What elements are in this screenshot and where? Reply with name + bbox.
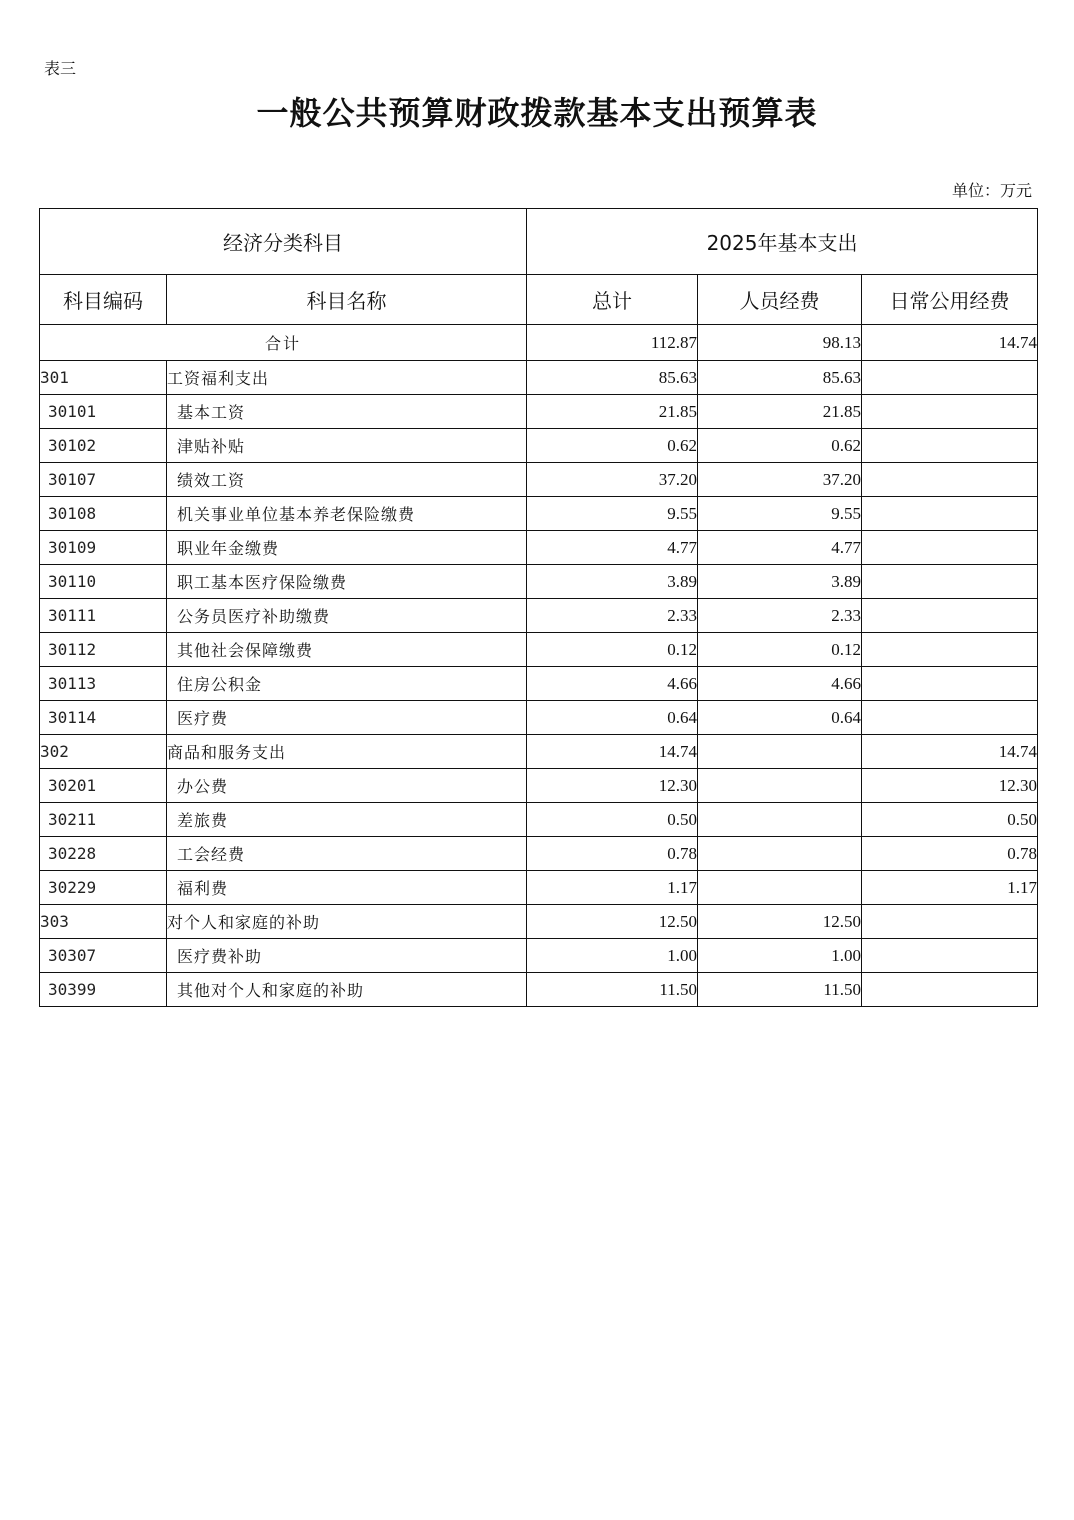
- cell-public: [862, 531, 1038, 565]
- cell-total: 0.50: [527, 803, 698, 837]
- cell-public: [862, 429, 1038, 463]
- table-row: [40, 395, 1038, 429]
- cell-public: [862, 497, 1038, 531]
- cell-code: 30111: [40, 599, 167, 633]
- cell-personnel: [698, 735, 862, 769]
- cell-code: 30101: [40, 395, 167, 429]
- cell-personnel: [698, 769, 862, 803]
- cell-personnel: 2.33: [698, 599, 862, 633]
- table-row: [40, 973, 1038, 1007]
- cell-code: 30110: [40, 565, 167, 599]
- cell-name: 绩效工资: [167, 463, 527, 497]
- cell-code: 30228: [40, 837, 167, 871]
- cell-total: 1.00: [527, 939, 698, 973]
- cell-code: 30114: [40, 701, 167, 735]
- table-row: [40, 497, 1038, 531]
- cell-personnel: 3.89: [698, 565, 862, 599]
- table-row: [40, 803, 1038, 837]
- table-row: [40, 735, 1038, 769]
- cell-personnel: 0.12: [698, 633, 862, 667]
- cell-code: 30229: [40, 871, 167, 905]
- cell-code: 303: [40, 905, 167, 939]
- cell-code: 30112: [40, 633, 167, 667]
- cell-code: 30307: [40, 939, 167, 973]
- cell-personnel: 21.85: [698, 395, 862, 429]
- total-sum: 112.87: [527, 325, 698, 361]
- column-header-personnel: 人员经费: [698, 275, 862, 325]
- page-title: 一般公共预算财政拨款基本支出预算表: [256, 94, 818, 132]
- cell-public: [862, 667, 1038, 701]
- cell-personnel: 4.77: [698, 531, 862, 565]
- table-row: [40, 531, 1038, 565]
- cell-total: 37.20: [527, 463, 698, 497]
- cell-public: [862, 565, 1038, 599]
- cell-personnel: 4.66: [698, 667, 862, 701]
- cell-personnel: 11.50: [698, 973, 862, 1007]
- cell-personnel: [698, 871, 862, 905]
- cell-code: 30201: [40, 769, 167, 803]
- table-row: [40, 667, 1038, 701]
- cell-personnel: 85.63: [698, 361, 862, 395]
- cell-code: 30399: [40, 973, 167, 1007]
- cell-name: 职工基本医疗保险缴费: [167, 565, 527, 599]
- cell-total: 3.89: [527, 565, 698, 599]
- cell-personnel: 0.64: [698, 701, 862, 735]
- cell-personnel: 1.00: [698, 939, 862, 973]
- cell-total: 12.30: [527, 769, 698, 803]
- cell-name: 其他对个人和家庭的补助: [167, 973, 527, 1007]
- cell-code: 30107: [40, 463, 167, 497]
- cell-name: 对个人和家庭的补助: [167, 905, 527, 939]
- cell-total: 0.12: [527, 633, 698, 667]
- table-row: [40, 633, 1038, 667]
- cell-total: 4.77: [527, 531, 698, 565]
- total-row: [40, 325, 1038, 361]
- cell-name: 医疗费补助: [167, 939, 527, 973]
- column-header-total: 总计: [527, 275, 698, 325]
- column-header-public: 日常公用经费: [862, 275, 1038, 325]
- cell-code: 30211: [40, 803, 167, 837]
- cell-name: 工会经费: [167, 837, 527, 871]
- cell-total: 21.85: [527, 395, 698, 429]
- table-row: [40, 871, 1038, 905]
- cell-code: 30113: [40, 667, 167, 701]
- cell-name: 商品和服务支出: [167, 735, 527, 769]
- cell-public: 0.50: [862, 803, 1038, 837]
- cell-name: 机关事业单位基本养老保险缴费: [167, 497, 527, 531]
- table-row: [40, 939, 1038, 973]
- column-header-name: 科目名称: [167, 275, 527, 325]
- cell-name: 医疗费: [167, 701, 527, 735]
- cell-public: 14.74: [862, 735, 1038, 769]
- cell-code: 30108: [40, 497, 167, 531]
- table-label: 表三: [44, 59, 77, 78]
- table-row: [40, 565, 1038, 599]
- cell-total: 85.63: [527, 361, 698, 395]
- table-body: [40, 325, 1038, 1007]
- cell-total: 1.17: [527, 871, 698, 905]
- cell-public: [862, 361, 1038, 395]
- cell-name: 基本工资: [167, 395, 527, 429]
- cell-name: 差旅费: [167, 803, 527, 837]
- cell-personnel: 12.50: [698, 905, 862, 939]
- total-label: 合计: [40, 325, 527, 361]
- cell-name: 公务员医疗补助缴费: [167, 599, 527, 633]
- total-personnel: 98.13: [698, 325, 862, 361]
- cell-public: [862, 463, 1038, 497]
- cell-name: 津贴补贴: [167, 429, 527, 463]
- cell-code: 301: [40, 361, 167, 395]
- cell-name: 职业年金缴费: [167, 531, 527, 565]
- cell-public: [862, 905, 1038, 939]
- cell-name: 工资福利支出: [167, 361, 527, 395]
- group-header-economic-class: 经济分类科目: [40, 209, 527, 275]
- cell-public: 1.17: [862, 871, 1038, 905]
- unit-label: 单位：万元: [951, 181, 1032, 200]
- cell-code: 30109: [40, 531, 167, 565]
- cell-public: [862, 701, 1038, 735]
- cell-total: 2.33: [527, 599, 698, 633]
- cell-total: 0.78: [527, 837, 698, 871]
- column-header-code: 科目编码: [40, 275, 167, 325]
- cell-name: 其他社会保障缴费: [167, 633, 527, 667]
- cell-personnel: 0.62: [698, 429, 862, 463]
- cell-total: 12.50: [527, 905, 698, 939]
- cell-name: 住房公积金: [167, 667, 527, 701]
- header-row-columns: [40, 275, 1038, 325]
- table-row: [40, 701, 1038, 735]
- table-row: [40, 361, 1038, 395]
- cell-public: [862, 939, 1038, 973]
- cell-code: 30102: [40, 429, 167, 463]
- cell-public: [862, 599, 1038, 633]
- table-row: [40, 429, 1038, 463]
- cell-name: 福利费: [167, 871, 527, 905]
- cell-total: 0.64: [527, 701, 698, 735]
- cell-total: 14.74: [527, 735, 698, 769]
- total-public: 14.74: [862, 325, 1038, 361]
- cell-personnel: 9.55: [698, 497, 862, 531]
- table-row: [40, 599, 1038, 633]
- group-header-basic-expenditure: 2025年基本支出: [527, 209, 1038, 275]
- cell-public: 0.78: [862, 837, 1038, 871]
- cell-name: 办公费: [167, 769, 527, 803]
- cell-total: 9.55: [527, 497, 698, 531]
- cell-total: 4.66: [527, 667, 698, 701]
- header-row-group: [40, 209, 1038, 275]
- cell-personnel: [698, 803, 862, 837]
- cell-public: [862, 395, 1038, 429]
- cell-personnel: 37.20: [698, 463, 862, 497]
- cell-personnel: [698, 837, 862, 871]
- budget-table: [39, 208, 1038, 1007]
- cell-public: 12.30: [862, 769, 1038, 803]
- table-row: [40, 463, 1038, 497]
- cell-public: [862, 633, 1038, 667]
- cell-public: [862, 973, 1038, 1007]
- table-row: [40, 769, 1038, 803]
- table-row: [40, 837, 1038, 871]
- cell-total: 0.62: [527, 429, 698, 463]
- table-row: [40, 905, 1038, 939]
- cell-code: 302: [40, 735, 167, 769]
- cell-total: 11.50: [527, 973, 698, 1007]
